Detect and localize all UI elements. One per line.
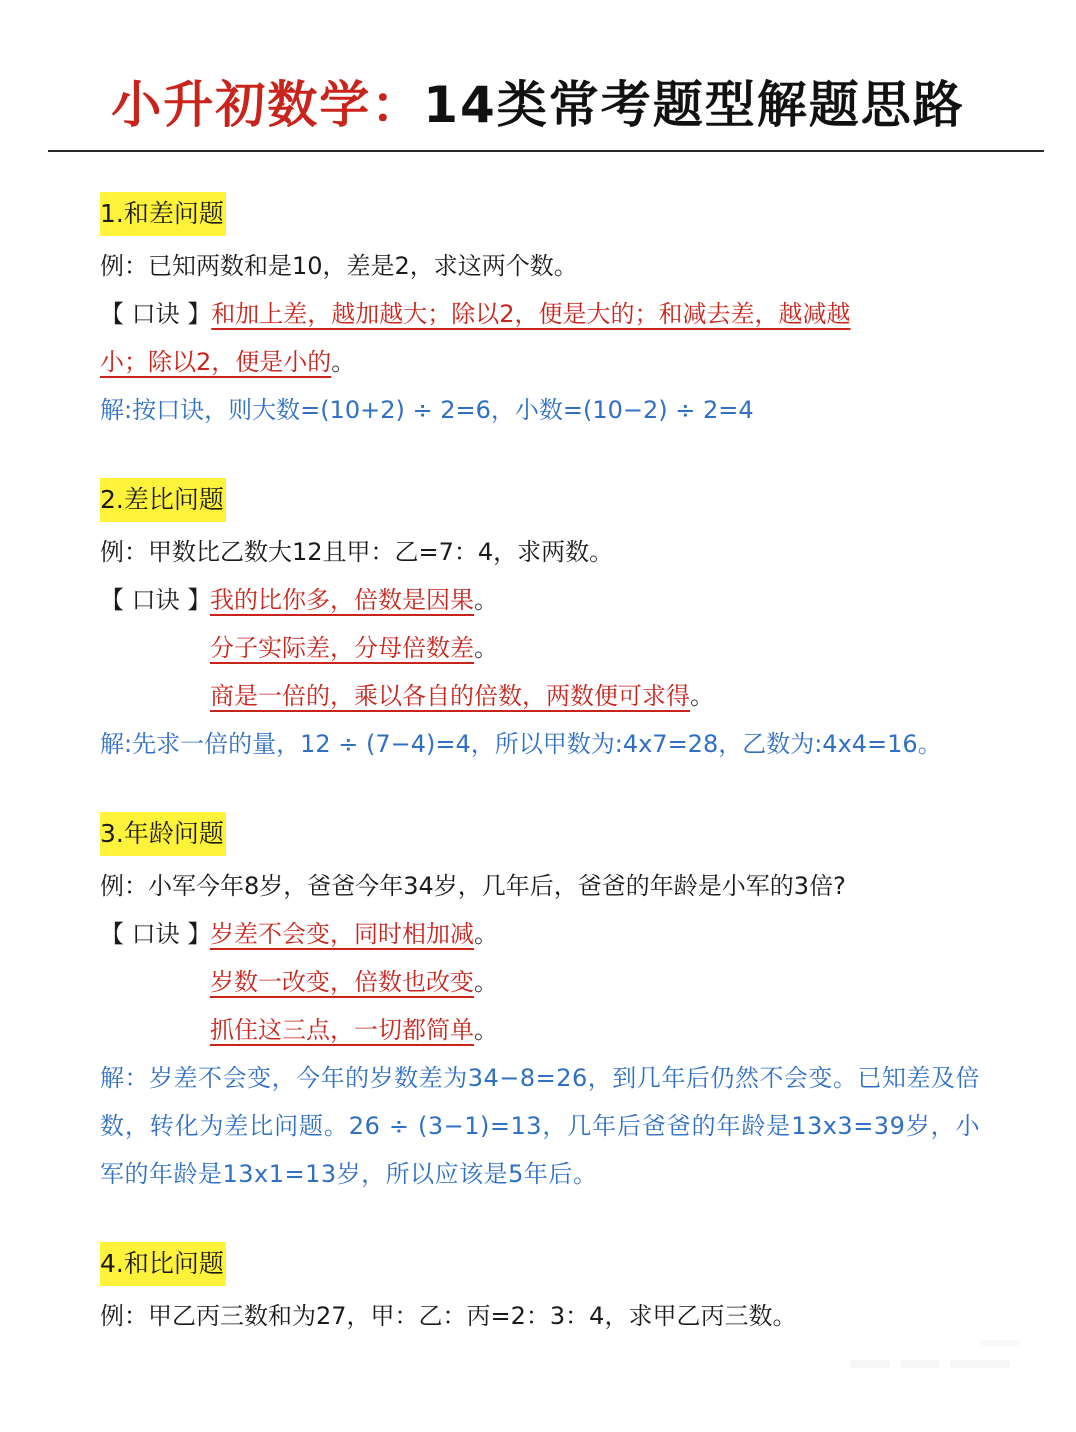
page-title <box>0 72 1076 138</box>
rhyme-line <box>100 338 980 386</box>
rhyme-text: 和加上差，越加越大；除以2，便是大的；和减去差，越减越 <box>211 300 851 328</box>
example-text: 例：甲数比乙数大12且甲：乙=7：4，求两数。 <box>100 538 614 566</box>
solution-text: 解:先求一倍的量，12 ÷ (7−4)=4，所以甲数为:4x7=28，乙数为:4x4=16。 <box>100 730 942 758</box>
rhyme-line <box>100 290 980 338</box>
rhyme-text: 小；除以2，便是小的 <box>100 348 332 376</box>
rhyme-line <box>100 1006 980 1054</box>
example-text: 例：小军今年8岁，爸爸今年34岁，几年后，爸爸的年龄是小军的3倍? <box>100 872 846 900</box>
rhyme-period: 。 <box>474 1016 498 1044</box>
section-sum-ratio <box>100 1242 980 1340</box>
section-heading: 3.年龄问题 <box>100 812 226 856</box>
rhyme-period: 。 <box>474 586 498 614</box>
watermark-mark <box>840 1330 1040 1390</box>
section-heading: 4.和比问题 <box>100 1242 226 1286</box>
title-black-part: 14类常考题型解题思路 <box>423 76 965 134</box>
rhyme-text: 商是一倍的，乘以各自的倍数，两数便可求得 <box>210 682 690 710</box>
rhyme-text: 岁差不会变，同时相加减 <box>210 920 474 948</box>
rhyme-label: 【 口诀 】 <box>100 300 212 328</box>
rhyme-line <box>100 576 980 624</box>
example-text: 例：甲乙丙三数和为27，甲：乙：丙=2：3：4，求甲乙丙三数。 <box>100 1302 797 1330</box>
rhyme-label: 【 口诀 】 <box>100 920 212 948</box>
section-age <box>100 812 980 1198</box>
rhyme-period: 。 <box>474 968 498 996</box>
solution-text: 解：岁差不会变，今年的岁数差为34−8=26，到几年后仍然不会变。已知差及倍数，转化为差比问题。26 ÷ (3−1)=13，几年后爸爸的年龄是13x3=39岁，小军的年龄是13x1=13岁，所以应该是5年后。 <box>100 1064 980 1188</box>
section-heading: 1.和差问题 <box>100 192 226 236</box>
rhyme-line <box>100 910 980 958</box>
rhyme-line <box>100 958 980 1006</box>
rhyme-period: 。 <box>331 348 356 376</box>
rhyme-text: 我的比你多，倍数是因果 <box>210 586 474 614</box>
rhyme-line <box>100 672 980 720</box>
rhyme-text: 抓住这三点，一切都简单 <box>210 1016 474 1044</box>
section-difference-ratio <box>100 478 980 768</box>
rhyme-line <box>100 624 980 672</box>
solution-text: 解:按口诀，则大数=(10+2) ÷ 2=6，小数=(10−2) ÷ 2=4 <box>100 396 754 424</box>
title-red-part: 小升初数学： <box>111 76 424 134</box>
rhyme-text: 分子实际差，分母倍数差 <box>210 634 474 662</box>
section-sum-difference <box>100 192 980 434</box>
rhyme-label: 【 口诀 】 <box>100 586 212 614</box>
rhyme-period: 。 <box>474 920 498 948</box>
rhyme-period: 。 <box>690 682 714 710</box>
section-heading: 2.差比问题 <box>100 478 226 522</box>
example-text: 例：已知两数和是10，差是2，求这两个数。 <box>100 252 578 280</box>
rhyme-period: 。 <box>474 634 498 662</box>
rhyme-text: 岁数一改变，倍数也改变 <box>210 968 474 996</box>
title-divider <box>48 150 1044 152</box>
